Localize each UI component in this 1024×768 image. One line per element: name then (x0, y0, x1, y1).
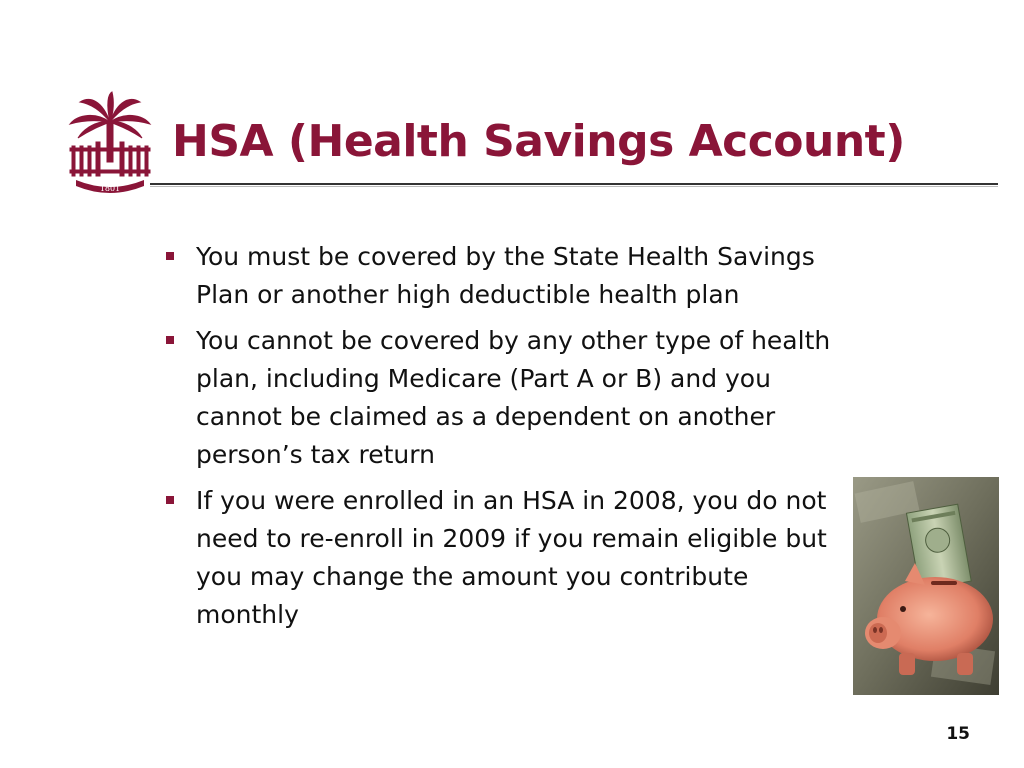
bullet-item (162, 482, 852, 634)
piggy-bank-photo (853, 477, 999, 695)
bullet-item (162, 238, 852, 314)
bullet-list (162, 238, 852, 642)
title-divider (150, 183, 998, 185)
palmetto-logo (62, 90, 158, 200)
square-bullet-icon (166, 496, 174, 504)
bullet-text: If you were enrolled in an HSA in 2008, you do not need to re-enroll in 2009 if you remain eligible but you may change the amount you contribute monthly (196, 486, 827, 629)
bullet-text: You must be covered by the State Health Savings Plan or another high deductible health plan (196, 242, 815, 309)
logo-year: 1801 (99, 184, 121, 193)
square-bullet-icon (166, 252, 174, 260)
palmetto-tree-icon (62, 90, 158, 200)
bullet-text: You cannot be covered by any other type of health plan, including Medicare (Part A or B) and you cannot be claimed as a dependent on another person’s tax return (196, 326, 831, 469)
square-bullet-icon (166, 336, 174, 344)
page-number: 15 (946, 724, 970, 744)
bullet-item (162, 322, 852, 474)
title-divider-shadow (150, 186, 998, 187)
slide-title: HSA (Health Savings Account) (172, 116, 905, 167)
piggy-bank-icon (853, 477, 999, 695)
